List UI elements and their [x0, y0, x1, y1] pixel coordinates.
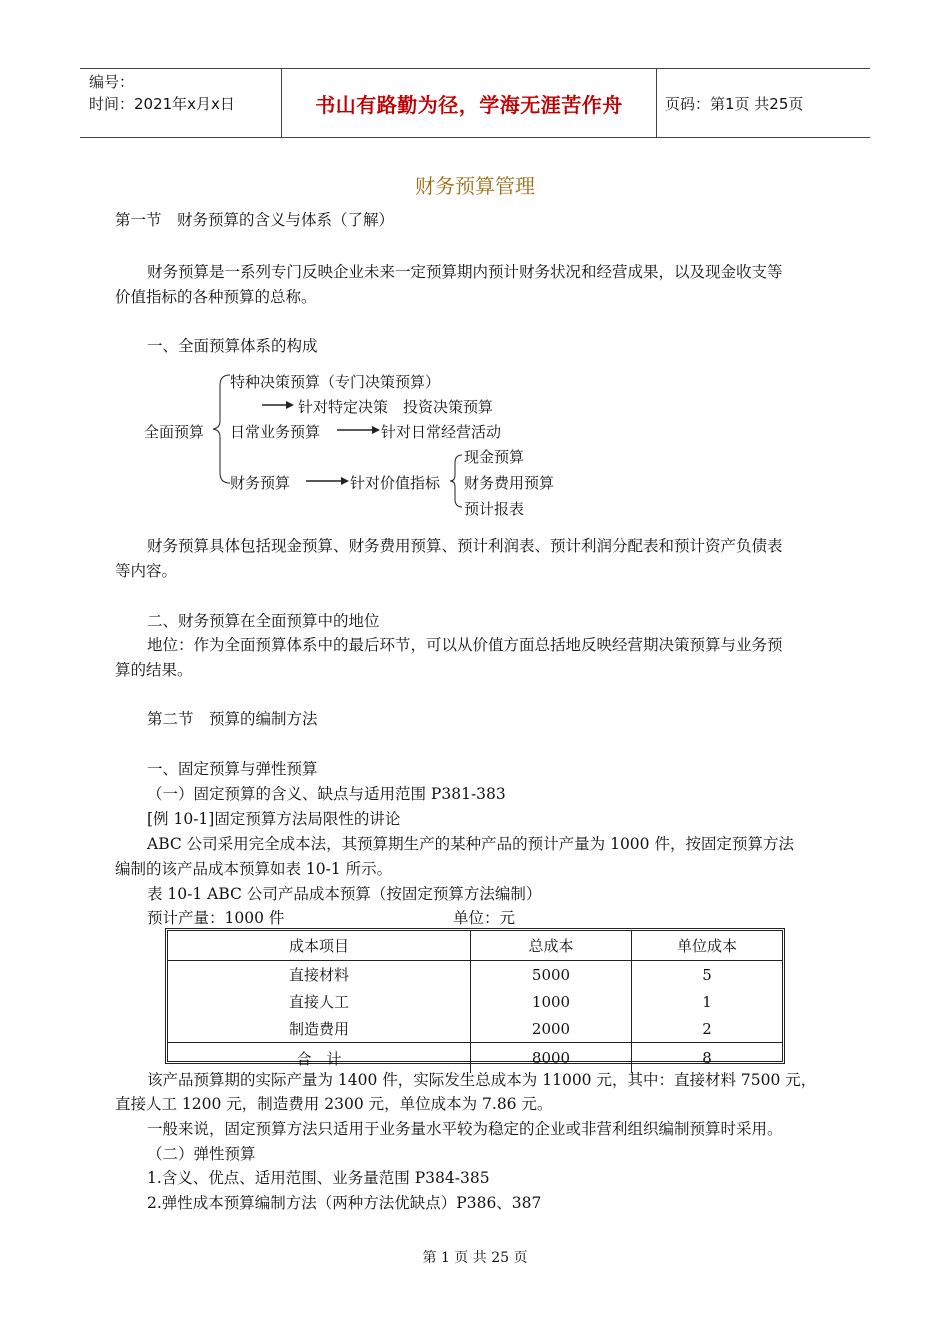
table-cell: 合 计: [168, 1043, 471, 1074]
table-meta-unit: 单位：元: [453, 909, 516, 927]
table-cell: 制造费用: [288, 1020, 349, 1038]
content-line1: 财务预算具体包括现金预算、财务费用预算、预计利润表、预计利润分配表和预计资产负债表: [147, 537, 783, 555]
diagram-branch1: 特种决策预算（专门决策预算）: [230, 373, 441, 391]
definition-line2: 价值指标的各种预算的总称。: [115, 288, 317, 306]
table-header-row: [168, 931, 782, 961]
header-motto: 书山有路勤为径，学海无涯苦作舟: [315, 92, 623, 117]
position-line2: 算的结果。: [115, 661, 193, 679]
diagram-root: 全面预算: [144, 423, 205, 441]
table-row: [168, 988, 782, 1015]
diagram-branch3: 财务预算: [230, 474, 291, 492]
section1-sub1: 一、全面预算体系的构成: [147, 337, 318, 355]
diagram-branch2: 日常业务预算: [230, 423, 321, 441]
section2-heading: 第二节 预算的编制方法: [147, 710, 318, 728]
general-note: 一般来说，固定预算方法只适用于业务量水平较为稳定的企业或非营利组织编制预算时采用。: [147, 1120, 783, 1138]
table-row: [168, 1015, 782, 1043]
document-title: 财务预算管理: [415, 174, 535, 198]
after-line1: 该产品预算期的实际产量为 1400 件，实际发生总成本为 11000 元，其中：直接材料 7500 元，: [147, 1071, 817, 1089]
list-item: 1.含义、优点、适用范围、业务量范围 P384-385: [147, 1169, 490, 1187]
table-cell: 直接材料: [288, 966, 349, 984]
example-line2: 编制的该产品成本预算如表 10-1 所示。: [115, 860, 393, 878]
header-info: [89, 71, 235, 115]
example-title: [例 10-1]固定预算方法局限性的讲论: [147, 810, 401, 828]
diagram-branch2-target: 针对日常经营活动: [381, 423, 502, 441]
content-line2: 等内容。: [115, 562, 178, 580]
diagram-leaf: 现金预算: [464, 448, 525, 466]
section2-sub1-1: （一）固定预算的含义、缺点与适用范围 P381-383: [147, 785, 506, 803]
table-cell: 直接人工: [288, 993, 349, 1011]
diagram-leaf: 预计报表: [464, 500, 525, 518]
table-meta-qty: 预计产量：1000 件: [147, 909, 285, 927]
budget-structure-diagram: [140, 365, 590, 525]
position-line1: 地位：作为全面预算体系中的最后环节，可以从价值方面总括地反映经营期决策预算与业务预: [147, 636, 783, 654]
table-cell: 2: [632, 1015, 783, 1043]
definition-line1: 财务预算是一系列专门反映企业未来一定预算期内预计财务状况和经营成果，以及现金收支等: [147, 263, 783, 281]
cost-budget-table: [165, 928, 785, 1068]
diagram-branch3-target: 针对价值指标: [350, 474, 441, 492]
serial-label: 编号：: [89, 73, 135, 91]
section2-sub1-2: （二）弹性预算: [147, 1145, 256, 1163]
table-row: [168, 961, 782, 989]
table-header-cell: 成本项目: [168, 931, 471, 961]
table-cell: 2000: [471, 1015, 632, 1043]
section1-heading: 第一节 财务预算的含义与体系（了解）: [115, 211, 395, 229]
table-cell: 1: [632, 988, 783, 1015]
date-label: 时间：2021年x月x日: [89, 95, 235, 113]
table-cell: 8: [632, 1043, 783, 1074]
example-line1: ABC 公司采用完全成本法，其预算期生产的某种产品的预计产量为 1000 件，按固定预算方法: [147, 835, 794, 853]
page-footer: 第 1 页 共 25 页: [422, 1250, 528, 1266]
table-cell: 8000: [471, 1043, 632, 1074]
table-cell: 5000: [471, 961, 632, 989]
table-header-cell: 单位成本: [632, 931, 783, 961]
list-item: 2.弹性成本预算编制方法（两种方法优缺点）P386、387: [147, 1194, 542, 1212]
table-caption: 表 10-1 ABC 公司产品成本预算（按固定预算方法编制）: [147, 885, 542, 903]
header-page-info: 页码：第1页 共25页: [665, 95, 804, 113]
diagram-branch1-target: 针对特定决策 投资决策预算: [298, 398, 494, 416]
table-header-cell: 总成本: [471, 931, 632, 961]
diagram-leaf: 财务费用预算: [464, 474, 555, 492]
after-line2: 直接人工 1200 元，制造费用 2300 元，单位成本为 7.86 元。: [115, 1095, 553, 1113]
page-header: [80, 68, 870, 138]
section1-sub2: 二、财务预算在全面预算中的地位: [147, 612, 380, 630]
section2-sub1: 一、固定预算与弹性预算: [147, 760, 318, 778]
table-cell: 1000: [471, 988, 632, 1015]
table-cell: 5: [632, 961, 783, 989]
header-divider: [656, 69, 657, 137]
